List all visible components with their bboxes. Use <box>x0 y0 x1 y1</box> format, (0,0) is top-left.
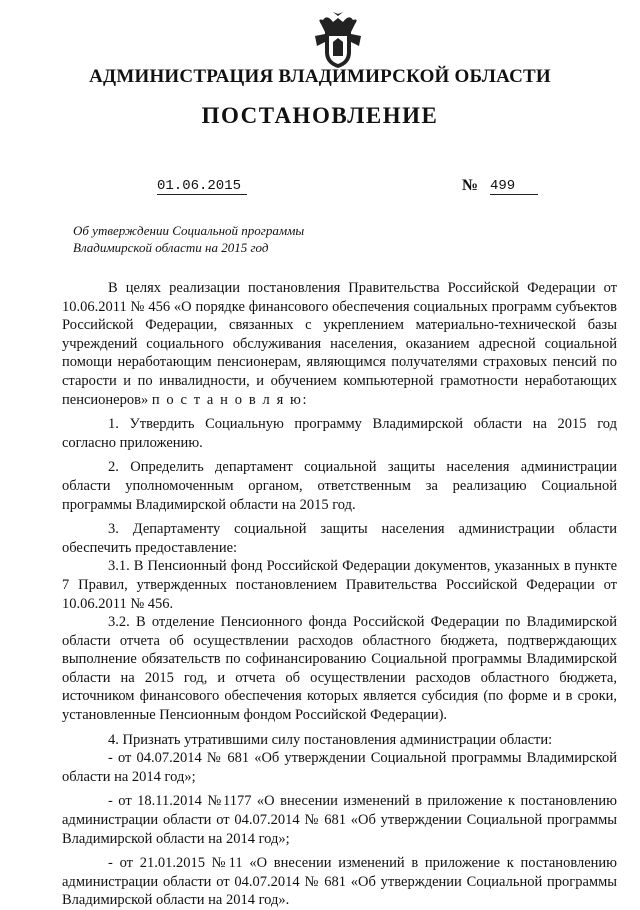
item-3-1: 3.1. В Пенсионный фонд Российской Федерации документов, указанных в пункте 7 Правил, утвержденных постановлением Правительства Российской Федерации от 10.06.2011 № 456. <box>62 558 617 612</box>
subject-line-1: Об утверждении Социальной программы <box>73 223 305 238</box>
item-2: 2. Определить департамент социальной защиты населения администрации области уполномоченным органом, ответственным за реализацию Социальной программы Владимирской области на 2015 год. <box>62 459 617 513</box>
coat-of-arms-emblem <box>311 12 365 70</box>
subject-line-2: Владимирской области на 2015 год <box>73 240 269 255</box>
organization-name: АДМИНИСТРАЦИЯ ВЛАДИМИРСКОЙ ОБЛАСТИ <box>89 66 551 87</box>
number-label: № <box>462 177 479 194</box>
document-body <box>62 279 617 910</box>
item-3-2: 3.2. В отделение Пенсионного фонда Российской Федерации по Владимирской области отчета об осуществлении расходов областного бюджета, подтверждающих выполнение обязательств по софинансированию Социальной программы Владимирской области на 2015 год, и отчета об осуществлении расходов областного бюджета, источником финансового обеспечения которых является субсидия (по форме и в сроки, установленные Пенсионным фондом Российской Федерации). <box>62 614 617 724</box>
preamble-paragraph <box>62 279 617 409</box>
item-1: 1. Утвердить Социальную программу Владимирской области на 2015 год согласно приложению. <box>62 416 617 451</box>
decree-word: п о с т а н о в л я ю: <box>151 391 309 408</box>
item-4-a: - от 04.07.2014 № 681 «Об утверждении Социальной программы Владимирской области на 2014 год»; <box>62 750 617 785</box>
document-number: 499 <box>490 178 538 195</box>
preamble-text: В целях реализации постановления Правительства Российской Федерации от 10.06.2011 № 456 «О порядке финансового обеспечения социальных программ субъектов Российской Федерации, связанных с укреплением материально-технической базы учреждений социального обслуживания населения, оказанием адресной социальной помощи неработающим пенсионерам, являющимся получателями страховых пенсий по старости и по инвалидности, и обучением компьютерной грамотности неработающих пенсионеров» <box>62 280 617 408</box>
date-number-row <box>157 178 537 198</box>
item-4: 4. Признать утратившими силу постановления администрации области: <box>108 731 553 748</box>
item-4-b: - от 18.11.2014 №1177 «О внесении изменений в приложение к постановлению администрации области от 04.07.2014 № 681 «Об утверждении Социальной программы Владимирской области на 2014 год»; <box>62 793 617 847</box>
document-type-title: ПОСТАНОВЛЕНИЕ <box>201 103 439 128</box>
document-subject <box>73 222 373 256</box>
item-4-c: - от 21.01.2015 №11 «О внесении изменений в приложение к постановлению администрации области от 04.07.2014 № 681 «Об утверждении Социальной программы Владимирской области на 2014 год». <box>62 855 617 909</box>
document-date: 01.06.2015 <box>157 178 247 195</box>
item-3: 3. Департаменту социальной защиты населения администрации области обеспечить предоставление: <box>62 521 617 556</box>
